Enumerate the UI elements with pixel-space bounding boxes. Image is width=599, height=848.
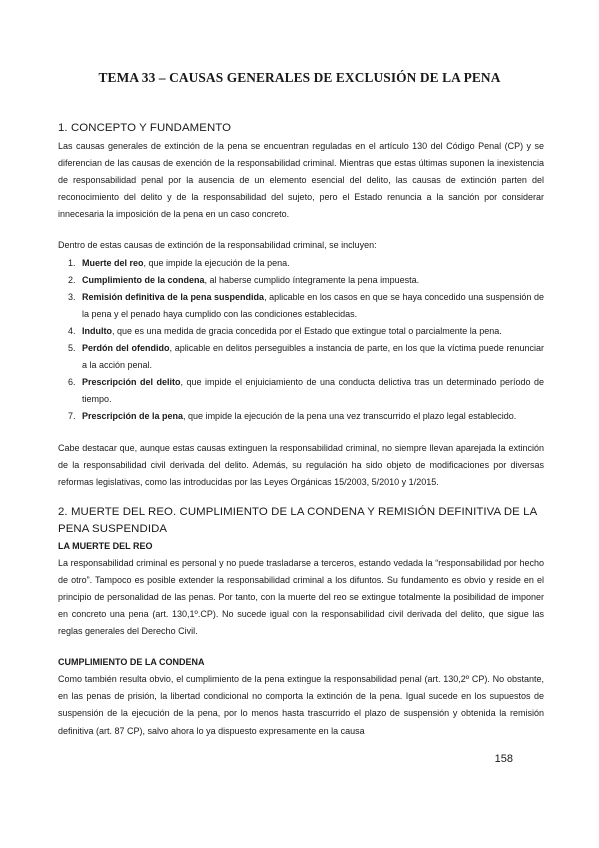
list-item: 7. Prescripción de la pena, que impide la ejecución de la pena una vez transcurrido el plazo legal establecido. [78, 408, 544, 425]
list-item: 4. Indulto, que es una medida de gracia concedida por el Estado que extingue total o parcialmente la pena. [78, 323, 544, 340]
subsection-muerte-heading: LA MUERTE DEL REO [58, 540, 153, 551]
list-item: 3. Remisión definitiva de la pena suspendida, aplicable en los casos en que se haya concedido una suspensión de la pena y el penado haya cumplido con las condiciones establecidas. [78, 289, 544, 323]
section-1-paragraph-1: Las causas generales de extinción de la pena se encuentran reguladas en el artículo 130 del Código Penal (CP) y se diferencian de las causas de exención de la responsabilidad criminal. Mientras que estas últimas suponen la inexistencia de responsabilidad penal por la ausencia de un elemento esencial del delito, las causas de extinción parten del reconocimiento del delito y de la responsabilidad del sujeto, pero el Estado renuncia a la sanción por considerar innecesaria la imposición de la pena en un caso concreto. [58, 141, 544, 220]
list-item: 2. Cumplimiento de la condena, al haberse cumplido íntegramente la pena impuesta. [78, 272, 544, 289]
subsection-muerte-text: La responsabilidad criminal es personal y no puede trasladarse a terceros, estando vedada la “responsabilidad por hecho de otro”. Tampoco es posible extender la responsabilidad criminal a los difuntos. Su fundamento es obvio y reside en el principio de personalidad de las penas. Por tanto, con la muerte del reo se extingue totalmente la posibilidad de imponer en concreto una pena (art. 130,1º.CP). No sucede igual con la responsabilidad civil derivada del delito, que sigue las reglas generales del Derecho Civil. [58, 557, 544, 637]
subsection-cumplimiento-heading: CUMPLIMIENTO DE LA CONDENA [58, 657, 205, 668]
section-1-paragraph-2: Dentro de estas causas de extinción de la responsabilidad criminal, se incluyen: [58, 240, 377, 251]
list-item: 1. Muerte del reo, que impide la ejecución de la pena. [78, 255, 544, 272]
document-body [58, 120, 544, 740]
subsection-cumplimiento-text: Como también resulta obvio, el cumplimiento de la pena extingue la responsabilidad penal (art. 130,2º CP). No obstante, en las penas de prisión, la libertad condicional no comporta la extinción de la pena. Igual sucede en los supuestos de suspensión de la ejecución de la pena, por lo menos hasta trascurrido el plazo de suspensión y obtenida la remisión definitiva (art. 87 CP), salvo ahora lo ya dispuesto expresamente en la causa [58, 674, 544, 736]
list-item: 5. Perdón del ofendido, aplicable en delitos perseguibles a instancia de parte, en los que la víctima puede renunciar a la acción penal. [78, 340, 544, 374]
document-title: TEMA 33 – CAUSAS GENERALES DE EXCLUSIÓN DE LA PENA [98, 70, 501, 85]
extinction-causes-list [58, 255, 544, 426]
list-item: 6. Prescripción del delito, que impide el enjuiciamiento de una conducta delictiva tras un determinado período de tiempo. [78, 374, 544, 408]
section-1-heading: 1. CONCEPTO Y FUNDAMENTO [58, 122, 232, 134]
section-2-heading: 2. MUERTE DEL REO. CUMPLIMIENTO DE LA CONDENA Y REMISIÓN DEFINITIVA DE LA PENA SUSPENDIDA [58, 505, 537, 535]
section-1-paragraph-3: Cabe destacar que, aunque estas causas extinguen la responsabilidad criminal, no siempre llevan aparejada la extinción de la responsabilidad civil derivada del delito. Además, su regulación ha sido objeto de modificaciones por diversas reformas legislativas, como las introducidas por las Leyes Orgánicas 15/2003, 5/2010 y 1/2015. [58, 442, 544, 487]
page-number: 158 [494, 753, 513, 765]
